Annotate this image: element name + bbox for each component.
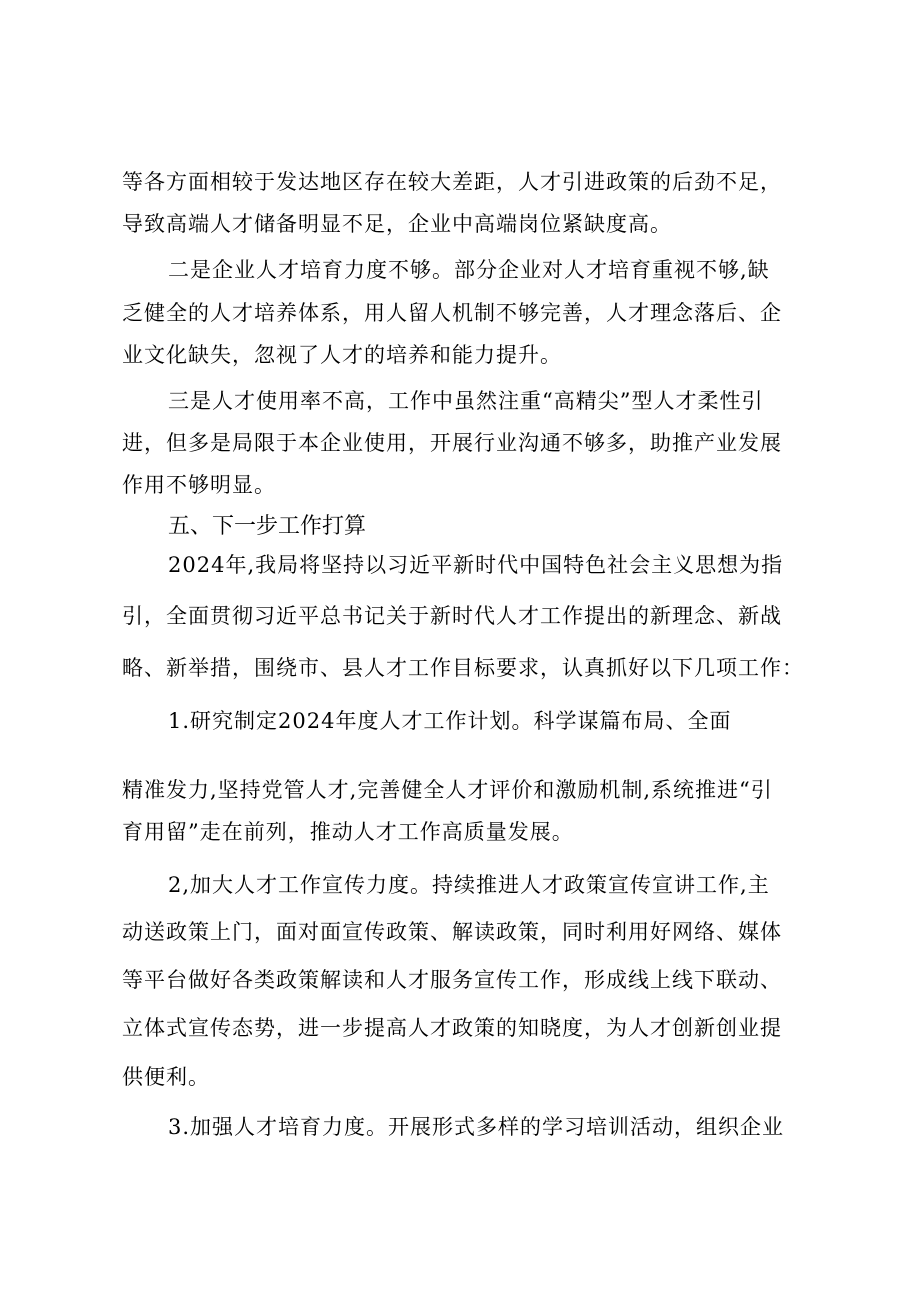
text-line: 立体式宣传态势，进一步提高人才政策的知晓度，为人才创新创业提 bbox=[122, 1016, 782, 1040]
text-line: 略、新举措，围绕市、县人才工作目标要求，认真抓好以下几项工作： bbox=[122, 656, 804, 680]
text-line: 作用不够明显。 bbox=[122, 473, 276, 497]
text-line: 动送政策上门，面对面宣传政策、解读政策，同时利用好网络、媒体 bbox=[122, 920, 782, 944]
text-line: 业文化缺失，忽视了人才的培养和能力提升。 bbox=[122, 343, 562, 367]
section-heading: 五、下一步工作打算 bbox=[168, 514, 367, 539]
paragraph-start-line: 三是人才使用率不高，工作中虽然注重“高精尖”型人才柔性引 bbox=[168, 389, 764, 413]
list-item-line: 3.加强人才培育力度。开展形式多样的学习培训活动，组织企业 bbox=[168, 1115, 785, 1139]
paragraph-start-line: 2024年,我局将坚持以习近平新时代中国特色社会主义思想为指 bbox=[168, 553, 784, 577]
list-item-line: 1.研究制定2024年度人才工作计划。科学谋篇布局、全面 bbox=[168, 709, 732, 733]
text-line: 引，全面贯彻习近平总书记关于新时代人才工作提出的新理念、新战 bbox=[122, 604, 782, 628]
text-line: 育用留”走在前列，推动人才工作高质量发展。 bbox=[122, 820, 574, 844]
text-line: 导致高端人才储备明显不足，企业中高端岗位紧缺度高。 bbox=[122, 212, 672, 236]
text-line: 等平台做好各类政策解读和人才服务宣传工作，形成线上线下联动、 bbox=[122, 968, 782, 992]
text-line: 乏健全的人才培养体系，用人留人机制不够完善，人才理念落后、企 bbox=[122, 301, 782, 325]
paragraph-start-line: 二是企业人才培育力度不够。部分企业对人才培育重视不够,缺 bbox=[168, 258, 770, 282]
text-line: 供便利。 bbox=[122, 1065, 210, 1089]
text-line: 进，但多是局限于本企业使用，开展行业沟通不够多，助推产业发展 bbox=[122, 431, 782, 455]
text-line: 精准发力,坚持党管人才,完善健全人才评价和激励机制,系统推进“引 bbox=[122, 778, 773, 802]
text-line: 等各方面相较于发达地区存在较大差距，人才引进政策的后劲不足， bbox=[122, 170, 782, 194]
list-item-line: 2,加大人才工作宣传力度。持续推进人才政策宣传宣讲工作,主 bbox=[168, 873, 770, 897]
